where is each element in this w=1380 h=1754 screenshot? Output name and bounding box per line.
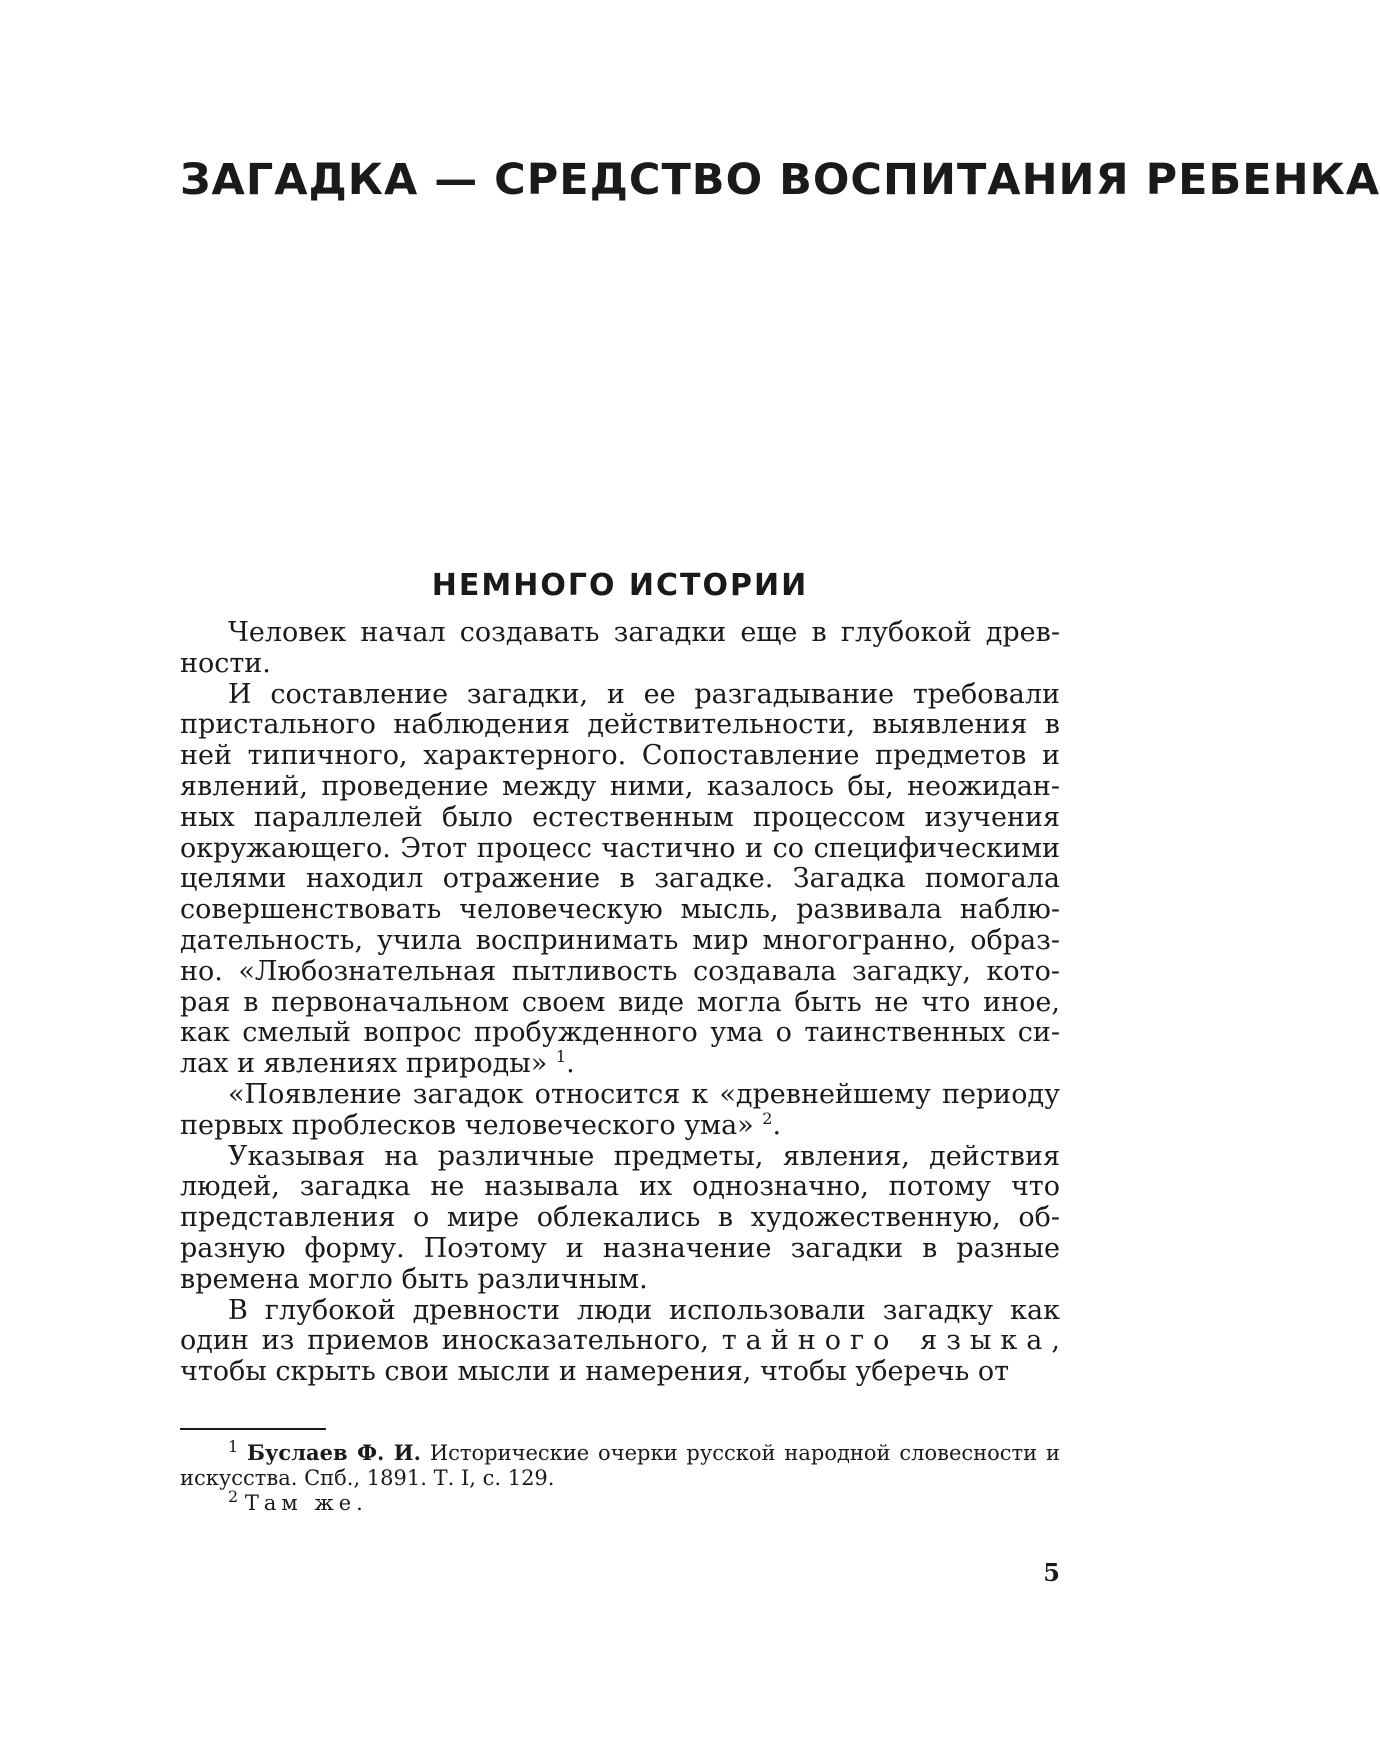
spaced-emphasis: тайного языка xyxy=(721,1325,1052,1357)
footnote-number: 1 xyxy=(228,1437,239,1456)
paragraph xyxy=(180,1296,1060,1388)
footnotes xyxy=(180,1437,1060,1516)
paragraph xyxy=(180,1080,1060,1142)
footnote-1 xyxy=(180,1437,1060,1491)
paragraph-text: Указывая на различные предметы, явления, действия людей, загадка не называла их однозначно, потому что представления о мире облекались в художественную, образную форму. Поэтому и назначение загадки в разные времена могло быть различным. xyxy=(180,1140,1060,1295)
page-number: 5 xyxy=(1043,1558,1060,1587)
footnote-divider xyxy=(180,1428,326,1430)
paragraph xyxy=(180,618,1060,680)
footnote-text: Исторические очерки русской народной словесности и искусства. Спб., 1891. Т. І, с. 129. xyxy=(180,1441,1060,1490)
section-title: НЕМНОГО ИСТОРИИ xyxy=(431,568,809,603)
paragraph-text: В глубокой древности люди использовали загадку как один из приемов иносказательного, xyxy=(180,1294,1060,1357)
paragraph xyxy=(180,1142,1060,1296)
footnote-author: Буслаев Ф. И. xyxy=(247,1440,421,1465)
paragraph-end: . xyxy=(566,1048,575,1080)
chapter-title: ЗАГАДКА — СРЕДСТВО ВОСПИТАНИЯ РЕБЕНКА xyxy=(180,155,1380,205)
paragraph-end: . xyxy=(772,1109,782,1141)
paragraph xyxy=(180,680,1060,1080)
body-text xyxy=(180,618,1060,1388)
footnote-number: 2 xyxy=(228,1487,239,1506)
footnote-ref[interactable]: 2 xyxy=(762,1108,773,1128)
paragraph-text: И составление загадки, и ее разгадывание требовали пристального наблюдения действительности, выявления в ней типичного, характерного. Сопоставление предметов и явлений, проведение между ними, казалось бы, неожиданных параллелей было естественным процессом изучения окружающего. Этот процесс частично и со специфическими целями находил отражение в загадке. Загадка помогала совершенствовать человеческую мысль, развивала наблюдательность, учила воспринимать мир многогранно, образно. «Любознательная пытливость создавала загадку, которая в первоначальном своем виде могла быть не что иное, как смелый вопрос пробужденного ума о таинственных силах и явлениях природы» xyxy=(180,678,1060,1080)
footnote-text: Там же. xyxy=(244,1491,368,1515)
footnote-2 xyxy=(180,1487,1060,1516)
footnote-ref[interactable]: 1 xyxy=(555,1047,567,1067)
paragraph-text: , чтобы скрыть свои мысли и намерения, чтобы уберечь от xyxy=(180,1325,1060,1388)
paragraph-text: «Появление загадок относится к «древнейшему периоду первых проблесков человеческого ума» xyxy=(180,1078,1060,1141)
paragraph-text: Человек начал создавать загадки еще в глубокой древности. xyxy=(180,617,1060,679)
